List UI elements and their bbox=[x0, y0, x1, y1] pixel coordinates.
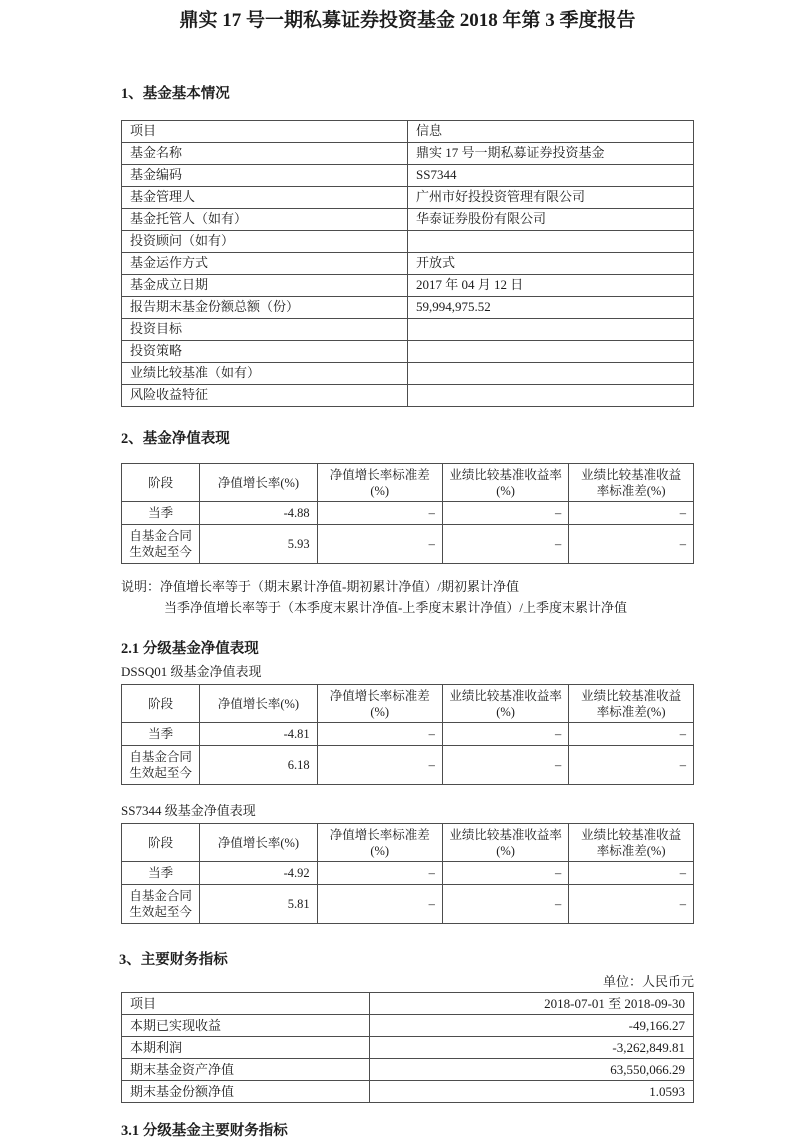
column-header: 净值增长率标准差(%) bbox=[317, 824, 442, 862]
column-header: 业绩比较基准收益率标准差(%) bbox=[569, 824, 694, 862]
column-header: 业绩比较基准收益率标准差(%) bbox=[569, 685, 694, 723]
table-cell: 业绩比较基准（如有） bbox=[122, 362, 408, 384]
table-cell: – bbox=[442, 723, 568, 746]
column-header: 净值增长率标准差(%) bbox=[317, 464, 442, 502]
table-row bbox=[122, 862, 694, 885]
subtable-label-ss7344: SS7344 级基金净值表现 bbox=[121, 803, 256, 819]
table-cell: 当季 bbox=[122, 862, 200, 885]
column-header: 净值增长率(%) bbox=[200, 824, 317, 862]
fund-basic-info-table bbox=[121, 120, 694, 407]
table-header-row bbox=[122, 464, 694, 502]
table-cell: 2018-07-01 至 2018-09-30 bbox=[370, 993, 694, 1015]
column-header: 净值增长率(%) bbox=[200, 685, 317, 723]
table-cell: 2017 年 04 月 12 日 bbox=[408, 274, 694, 296]
table-cell: 开放式 bbox=[408, 252, 694, 274]
table-cell: – bbox=[442, 525, 568, 564]
table-row bbox=[122, 252, 694, 274]
table-header-row bbox=[122, 824, 694, 862]
table-cell: 5.81 bbox=[200, 885, 317, 924]
table-row bbox=[122, 230, 694, 252]
note-label: 说明： bbox=[121, 579, 161, 595]
table-cell: 鼎实 17 号一期私募证券投资基金 bbox=[408, 142, 694, 164]
column-header: 业绩比较基准收益率(%) bbox=[442, 824, 568, 862]
table-cell: 基金运作方式 bbox=[122, 252, 408, 274]
column-header: 业绩比较基准收益率(%) bbox=[442, 464, 568, 502]
table-cell: 投资顾问（如有） bbox=[122, 230, 408, 252]
table-row bbox=[122, 164, 694, 186]
table-cell: 项目 bbox=[122, 120, 408, 142]
column-header: 净值增长率标准差(%) bbox=[317, 685, 442, 723]
column-header: 阶段 bbox=[122, 685, 200, 723]
table-cell: 自基金合同生效起至今 bbox=[122, 746, 200, 785]
table-cell: – bbox=[569, 502, 694, 525]
table-row bbox=[122, 296, 694, 318]
table-cell: 基金名称 bbox=[122, 142, 408, 164]
table-cell: 本期利润 bbox=[122, 1037, 370, 1059]
column-header: 业绩比较基准收益率标准差(%) bbox=[569, 464, 694, 502]
table-cell: 自基金合同生效起至今 bbox=[122, 525, 200, 564]
table-cell: – bbox=[317, 525, 442, 564]
table-cell: 华泰证券股份有限公司 bbox=[408, 208, 694, 230]
table-cell: 1.0593 bbox=[370, 1081, 694, 1103]
table-cell: – bbox=[442, 885, 568, 924]
table-cell: – bbox=[317, 885, 442, 924]
table-cell bbox=[408, 318, 694, 340]
table-row bbox=[122, 1037, 694, 1059]
table-cell: 项目 bbox=[122, 993, 370, 1015]
table-cell: – bbox=[442, 746, 568, 785]
table-cell: 基金成立日期 bbox=[122, 274, 408, 296]
table-cell: SS7344 bbox=[408, 164, 694, 186]
table-row bbox=[122, 1015, 694, 1037]
table-cell: 59,994,975.52 bbox=[408, 296, 694, 318]
table-cell bbox=[408, 230, 694, 252]
table-cell: – bbox=[569, 885, 694, 924]
table-cell bbox=[408, 384, 694, 406]
table-row bbox=[122, 142, 694, 164]
report-content bbox=[121, 0, 694, 1141]
table-cell: 期末基金资产净值 bbox=[122, 1059, 370, 1081]
table-cell: 风险收益特征 bbox=[122, 384, 408, 406]
table-row bbox=[122, 384, 694, 406]
table-row bbox=[122, 885, 694, 924]
table-cell: 63,550,066.29 bbox=[370, 1059, 694, 1081]
table-cell: – bbox=[569, 862, 694, 885]
table-cell: -4.81 bbox=[200, 723, 317, 746]
table-cell: – bbox=[569, 723, 694, 746]
table-row bbox=[122, 362, 694, 384]
table-cell: – bbox=[569, 525, 694, 564]
table-cell: -3,262,849.81 bbox=[370, 1037, 694, 1059]
table-cell: 自基金合同生效起至今 bbox=[122, 885, 200, 924]
note-line-1: 净值增长率等于（期末累计净值-期初累计净值）/期初累计净值 bbox=[160, 579, 519, 595]
table-cell bbox=[408, 362, 694, 384]
section-heading-tiered-fund-nav: 2.1 分级基金净值表现 bbox=[121, 640, 259, 657]
table-row bbox=[122, 274, 694, 296]
table-cell: – bbox=[317, 723, 442, 746]
table-cell: 基金编码 bbox=[122, 164, 408, 186]
dssq01-nav-performance-table bbox=[121, 684, 694, 785]
table-cell: 投资目标 bbox=[122, 318, 408, 340]
table-cell: 当季 bbox=[122, 502, 200, 525]
ss7344-nav-performance-table bbox=[121, 823, 694, 924]
table-cell: 期末基金份额净值 bbox=[122, 1081, 370, 1103]
table-cell: – bbox=[442, 862, 568, 885]
table-row bbox=[122, 525, 694, 564]
table-cell: – bbox=[317, 746, 442, 785]
table-cell: 6.18 bbox=[200, 746, 317, 785]
table-cell: 5.93 bbox=[200, 525, 317, 564]
table-row bbox=[122, 502, 694, 525]
table-cell: 基金托管人（如有） bbox=[122, 208, 408, 230]
table-cell: 本期已实现收益 bbox=[122, 1015, 370, 1037]
table-row bbox=[122, 318, 694, 340]
table-cell: – bbox=[442, 502, 568, 525]
table-cell: -4.92 bbox=[200, 862, 317, 885]
table-cell: -4.88 bbox=[200, 502, 317, 525]
section-heading-fund-basic-info: 1、基金基本情况 bbox=[121, 85, 230, 102]
table-cell: 报告期末基金份额总额（份） bbox=[122, 296, 408, 318]
page-title: 鼎实 17 号一期私募证券投资基金 2018 年第 3 季度报告 bbox=[179, 10, 636, 31]
table-row bbox=[122, 746, 694, 785]
table-row bbox=[122, 1081, 694, 1103]
table-row bbox=[122, 208, 694, 230]
table-row bbox=[122, 1059, 694, 1081]
table-cell: – bbox=[569, 746, 694, 785]
column-header: 阶段 bbox=[122, 464, 200, 502]
table-cell: 基金管理人 bbox=[122, 186, 408, 208]
table-cell: – bbox=[317, 862, 442, 885]
table-header-row bbox=[122, 685, 694, 723]
column-header: 业绩比较基准收益率(%) bbox=[442, 685, 568, 723]
column-header: 阶段 bbox=[122, 824, 200, 862]
key-financial-indicators-table bbox=[121, 992, 694, 1103]
table-cell bbox=[408, 340, 694, 362]
nav-growth-notes bbox=[121, 577, 694, 619]
table-row bbox=[122, 120, 694, 142]
section-heading-fund-nav-performance: 2、基金净值表现 bbox=[121, 430, 230, 447]
fund-nav-performance-table bbox=[121, 463, 694, 564]
section-heading-key-financial-indicators: 3、主要财务指标 bbox=[119, 952, 228, 969]
table-cell: 信息 bbox=[408, 120, 694, 142]
table-row bbox=[122, 723, 694, 746]
table-cell: -49,166.27 bbox=[370, 1015, 694, 1037]
currency-unit-label: 单位：人民币元 bbox=[602, 973, 694, 989]
column-header: 净值增长率(%) bbox=[200, 464, 317, 502]
subtable-label-dssq01: DSSQ01 级基金净值表现 bbox=[121, 664, 262, 680]
table-row bbox=[122, 186, 694, 208]
section-heading-tiered-fund-financial-indicators: 3.1 分级基金主要财务指标 bbox=[121, 1123, 288, 1140]
table-cell: 当季 bbox=[122, 723, 200, 746]
note-line-2: 当季净值增长率等于（本季度末累计净值-上季度末累计净值）/上季度末累计净值 bbox=[164, 600, 627, 616]
table-row bbox=[122, 340, 694, 362]
table-cell: – bbox=[317, 502, 442, 525]
table-cell: 广州市好投投资管理有限公司 bbox=[408, 186, 694, 208]
table-row bbox=[122, 993, 694, 1015]
table-cell: 投资策略 bbox=[122, 340, 408, 362]
